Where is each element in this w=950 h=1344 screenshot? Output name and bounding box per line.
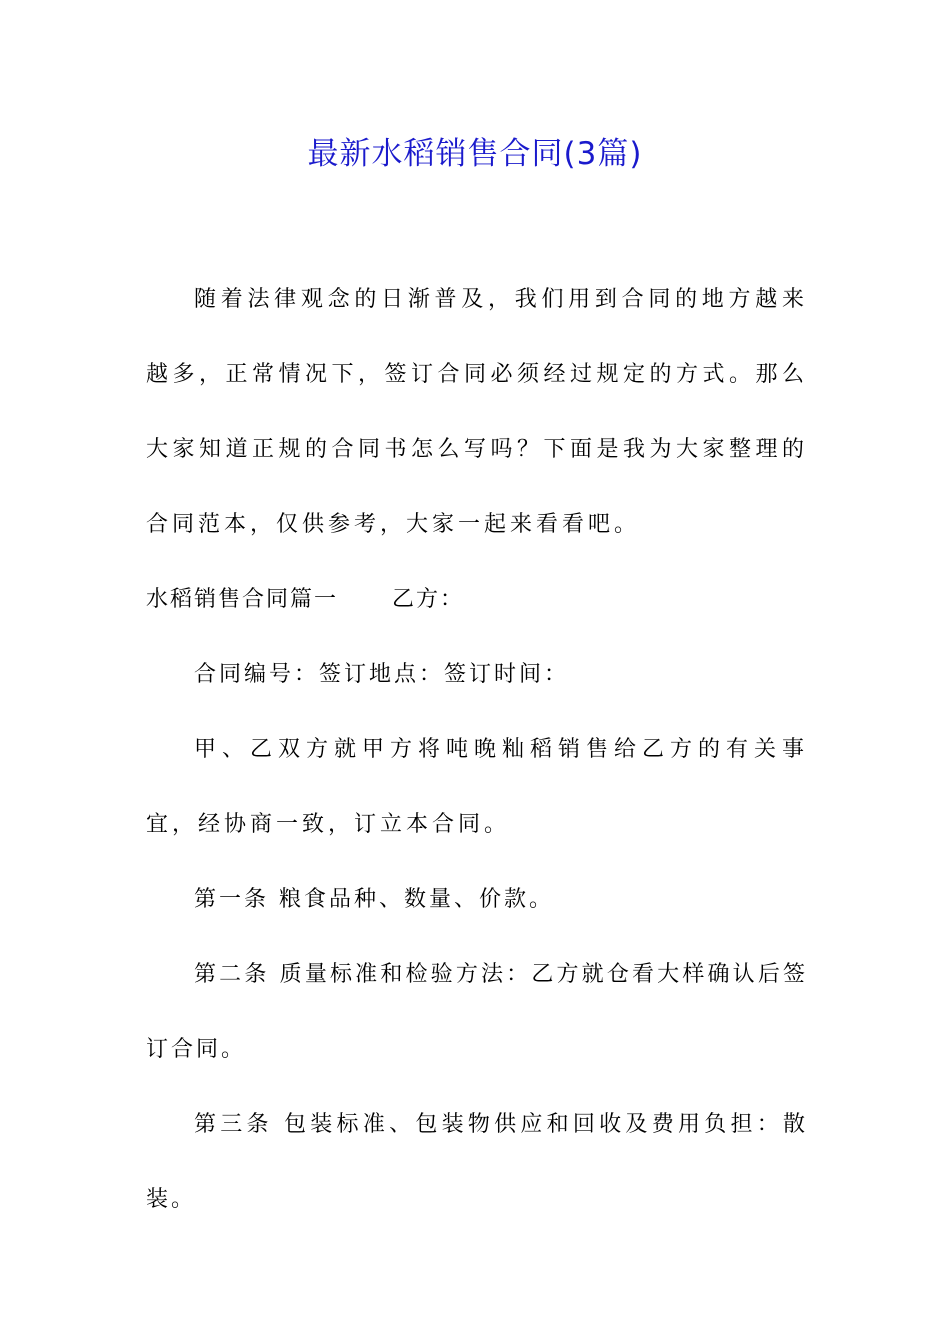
preamble-paragraph: 甲、乙双方就甲方将吨晚籼稻销售给乙方的有关事宜，经协商一致，订立本合同。 <box>146 737 808 837</box>
document-title: 最新水稻销售合同(3篇) <box>307 136 643 172</box>
article-3: 第三条 包装标准、包装物供应和回收及费用负担：散装。 <box>146 1112 808 1212</box>
article-2: 第二条 质量标准和检验方法：乙方就仓看大样确认后签订合同。 <box>146 962 808 1062</box>
section-heading: 水稻销售合同篇一 <box>146 587 339 612</box>
contract-meta: 合同编号：签订地点：签订时间： <box>194 662 570 687</box>
article-1: 第一条 粮食品种、数量、价款。 <box>194 887 554 912</box>
document-body <box>146 262 808 1237</box>
party-b-label: 乙方： <box>392 587 465 612</box>
intro-paragraph: 随着法律观念的日渐普及，我们用到合同的地方越来越多，正常情况下，签订合同必须经过规定的方式。那么大家知道正规的合同书怎么写吗？下面是我为大家整理的合同范本，仅供参考，大家一起来看看吧。 <box>146 287 808 537</box>
section-heading-line <box>146 562 808 637</box>
